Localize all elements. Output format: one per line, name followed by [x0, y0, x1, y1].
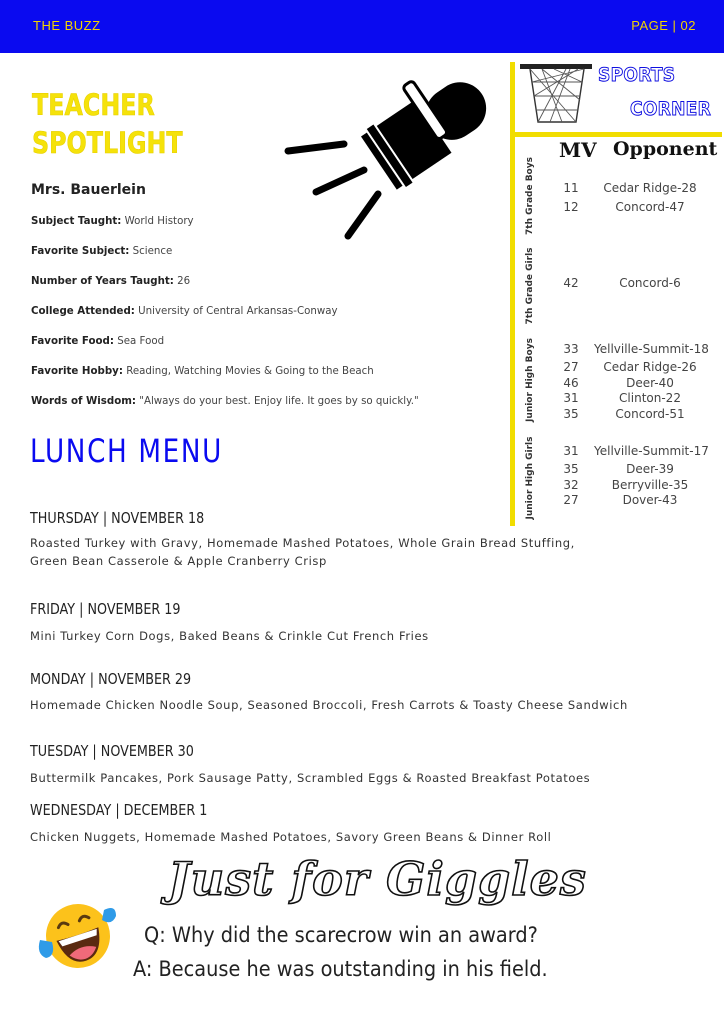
sports-corner — [508, 56, 724, 526]
fact-row — [31, 244, 477, 274]
fact-value: Sea Food — [117, 334, 165, 347]
lunch-day-heading: WEDNESDAY | DECEMBER 1 — [30, 801, 208, 819]
score-mv: 35 — [563, 407, 579, 421]
spotlight-icon — [282, 54, 497, 244]
fact-label: Subject Taught: — [31, 214, 122, 227]
lunch-items-line: Green Bean Casserole & Apple Cranberry Crisp — [30, 554, 327, 568]
fact-value: 26 — [177, 274, 191, 287]
score-row — [558, 493, 724, 509]
fact-label: College Attended: — [31, 304, 135, 317]
lunch-day-heading: TUESDAY | NOVEMBER 30 — [30, 742, 194, 760]
lunch-items-line: Buttermilk Pancakes, Pork Sausage Patty, Scrambled Eggs & Roasted Breakfast Potatoes — [30, 771, 591, 785]
score-opponent: Deer-40 — [626, 376, 674, 390]
score-mv: 12 — [563, 200, 579, 214]
score-opponent: Deer-39 — [626, 462, 674, 476]
fact-row — [31, 304, 477, 334]
joke-answer: A: Because he was outstanding in his field. — [133, 957, 548, 981]
lunch-items-line: Roasted Turkey with Gravy, Homemade Mashed Potatoes, Whole Grain Bread Stuffing, — [30, 536, 575, 550]
score-row — [558, 462, 724, 478]
lunch-day-items — [30, 696, 670, 714]
score-row — [558, 478, 724, 494]
score-row — [558, 407, 724, 423]
score-mv: 27 — [563, 493, 579, 507]
fact-value: Science — [132, 244, 173, 257]
column-header-mv: MV — [559, 138, 597, 162]
score-opponent: Dover-43 — [622, 493, 678, 507]
spotlight-title-line2: SPOTLIGHT — [32, 126, 183, 160]
score-opponent: Cedar Ridge-28 — [603, 181, 697, 195]
score-mv: 42 — [563, 276, 579, 290]
score-row — [558, 276, 724, 292]
laughing-tears-emoji-icon — [34, 896, 118, 976]
score-opponent: Concord-51 — [615, 407, 685, 421]
score-opponent: Cedar Ridge-26 — [603, 360, 697, 374]
giggles-title: Just for Giggles — [168, 852, 587, 906]
score-mv: 27 — [563, 360, 579, 374]
group-label-junior-high-girls: Junior High Girls — [525, 436, 535, 520]
page-header — [0, 0, 724, 53]
newsletter-name: THE BUZZ — [33, 18, 101, 33]
lunch-items-line: Chicken Nuggets, Homemade Mashed Potatoes, Savory Green Beans & Dinner Roll — [30, 830, 552, 844]
joke-question: Q: Why did the scarecrow win an award? — [144, 923, 538, 947]
group-label-7th-grade-boys: 7th Grade Boys — [525, 157, 535, 235]
score-mv: 31 — [563, 391, 579, 405]
score-mv: 11 — [563, 181, 579, 195]
score-opponent: Berryville-35 — [611, 478, 689, 492]
score-opponent: Concord-6 — [619, 276, 681, 290]
spotlight-title-line1: TEACHER — [32, 88, 155, 122]
score-row — [558, 376, 724, 392]
lunch-day-items — [30, 627, 670, 645]
fact-label: Favorite Food: — [31, 334, 114, 347]
lunch-day-heading: MONDAY | NOVEMBER 29 — [30, 670, 192, 688]
sports-divider-horizontal — [515, 132, 722, 137]
column-header-opponent: Opponent — [613, 138, 718, 160]
fact-value: World History — [124, 214, 194, 227]
score-row — [558, 181, 724, 197]
lunch-day-items — [30, 769, 670, 787]
score-mv: 33 — [563, 342, 579, 356]
score-row — [558, 444, 724, 460]
lunch-day-items — [30, 828, 670, 846]
score-mv: 46 — [563, 376, 579, 390]
basketball-hoop-icon — [518, 60, 594, 132]
score-opponent: Concord-47 — [615, 200, 685, 214]
fact-label: Favorite Hobby: — [31, 364, 123, 377]
group-label-7th-grade-girls: 7th Grade Girls — [525, 247, 535, 325]
spotlight-title — [32, 86, 212, 162]
score-mv: 35 — [563, 462, 579, 476]
score-row — [558, 391, 724, 407]
score-opponent: Clinton-22 — [619, 391, 681, 405]
score-row — [558, 360, 724, 376]
score-row — [558, 342, 724, 358]
score-row — [558, 200, 724, 216]
lunch-menu-title: LUNCH MENU — [30, 432, 223, 470]
fact-label: Words of Wisdom: — [31, 394, 136, 407]
fact-value: University of Central Arkansas-Conway — [138, 304, 338, 317]
lunch-items-line: Homemade Chicken Noodle Soup, Seasoned Broccoli, Fresh Carrots & Toasty Cheese Sandwich — [30, 698, 628, 712]
fact-row — [31, 274, 477, 304]
score-opponent: Yellville-Summit-17 — [594, 444, 709, 458]
fact-row — [31, 334, 477, 364]
fact-value: Reading, Watching Movies & Going to the Beach — [126, 364, 374, 377]
fact-row — [31, 394, 477, 424]
sports-title-line1: SPORTS — [598, 64, 676, 86]
lunch-day-items — [30, 534, 670, 570]
fact-label: Favorite Subject: — [31, 244, 130, 257]
score-mv: 32 — [563, 478, 579, 492]
score-opponent: Yellville-Summit-18 — [594, 342, 709, 356]
score-mv: 31 — [563, 444, 579, 458]
group-label-junior-high-boys: Junior High Boys — [525, 338, 535, 422]
page-number: PAGE | 02 — [631, 18, 696, 33]
fact-value: "Always do your best. Enjoy life. It goes by so quickly." — [139, 394, 419, 407]
lunch-day-heading: FRIDAY | NOVEMBER 19 — [30, 600, 181, 618]
lunch-items-line: Mini Turkey Corn Dogs, Baked Beans & Crinkle Cut French Fries — [30, 629, 429, 643]
fact-label: Number of Years Taught: — [31, 274, 174, 287]
teacher-name: Mrs. Bauerlein — [31, 182, 146, 198]
teacher-facts — [31, 214, 511, 424]
sports-title-line2: CORNER — [630, 98, 712, 120]
fact-row — [31, 364, 477, 394]
lunch-day-heading: THURSDAY | NOVEMBER 18 — [30, 509, 205, 527]
